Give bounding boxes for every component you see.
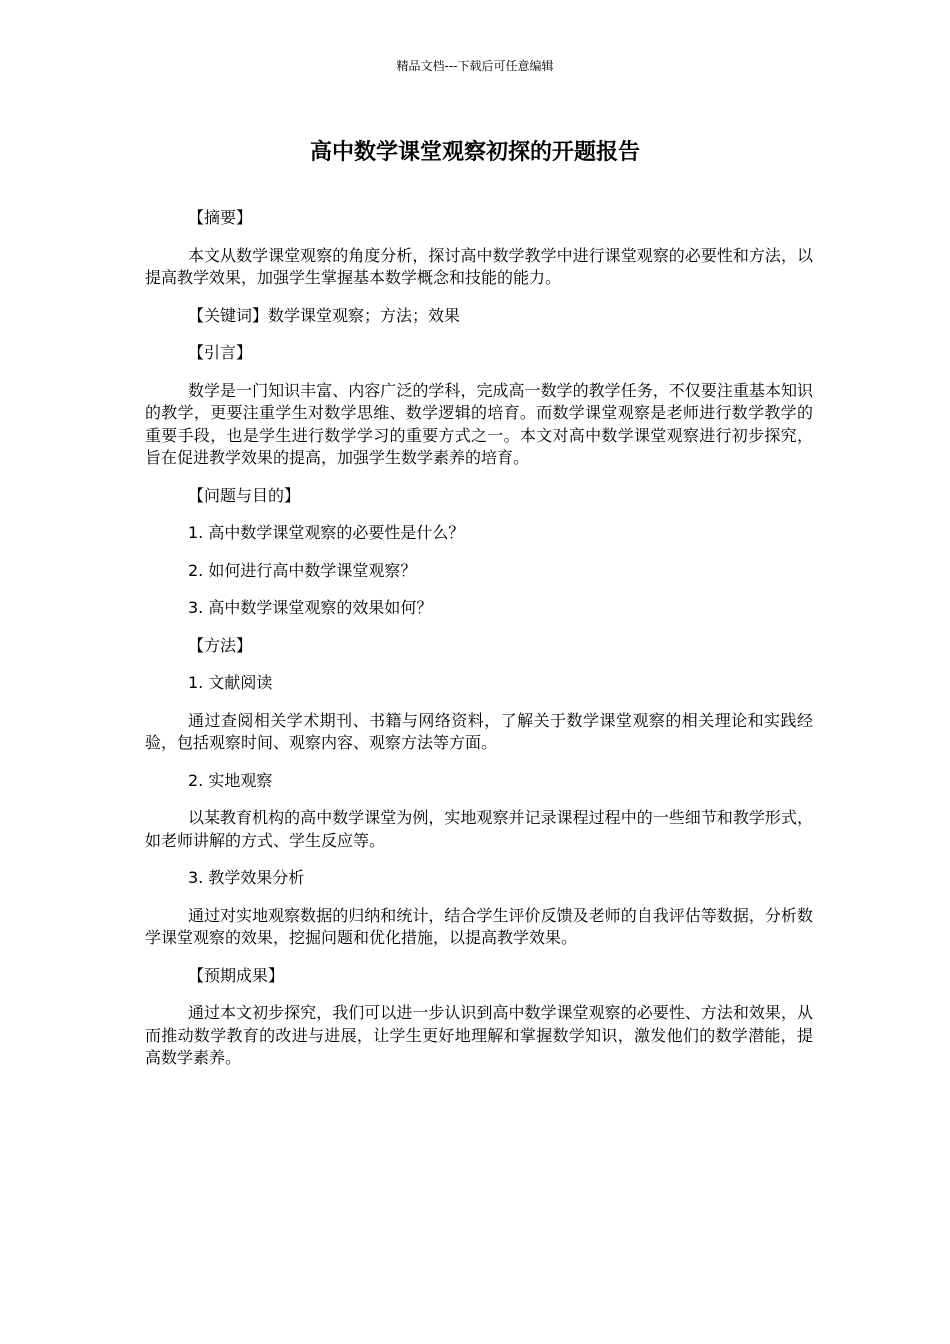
- intro-paragraph: 数学是一门知识丰富、内容广泛的学科，完成高一数学的教学任务，不仅要注重基本知识的教学，更要注重学生对数学思维、数学逻辑的培育。而数学课堂观察是老师进行数学教学的重要手段，也是学生进行数学学习的重要方式之一。本文对高中数学课堂观察进行初步探究，旨在促进教学效果的提高，加强学生数学素养的培育。: [145, 380, 813, 467]
- abstract-heading: 【摘要】: [188, 208, 253, 227]
- methods-heading: 【方法】: [188, 635, 253, 655]
- question-item-2: 2. 如何进行高中数学课堂观察？: [188, 560, 417, 580]
- method-3-title: 3. 教学效果分析: [188, 868, 305, 887]
- document-title: 高中数学课堂观察初探的开题报告: [309, 140, 640, 165]
- method-2-title: 2. 实地观察: [188, 770, 273, 790]
- header-note: 精品文档---下载后可任意编辑: [396, 59, 554, 73]
- method-3-paragraph: 通过对实地观察数据的归纳和统计，结合学生评价反馈及老师的自我评估等数据，分析数学课堂观察的效果，挖掘问题和优化措施，以提高教学效果。: [145, 905, 813, 947]
- abstract-paragraph: 本文从数学课堂观察的角度分析，探讨高中数学教学中进行课堂观察的必要性和方法，以提高教学效果，加强学生掌握基本数学概念和技能的能力。: [145, 245, 813, 287]
- results-paragraph: 通过本文初步探究，我们可以进一步认识到高中数学课堂观察的必要性、方法和效果，从而推动数学教育的改进与进展，让学生更好地理解和掌握数学知识，激发他们的数学潜能，提高数学素养。: [145, 1003, 813, 1067]
- document-body: [145, 207, 813, 1085]
- keywords-line: 【关键词】数学课堂观察；方法；效果: [188, 305, 461, 325]
- method-1-title: 1. 文献阅读: [188, 673, 273, 692]
- method-1-paragraph: 通过查阅相关学术期刊、书籍与网络资料，了解关于数学课堂观察的相关理论和实践经验，包括观察时间、观察内容、观察方法等方面。: [145, 710, 813, 752]
- method-2-paragraph: 以某教育机构的高中数学课堂为例，实地观察并记录课程过程中的一些细节和教学形式，如老师讲解的方式、学生反应等。: [145, 808, 813, 850]
- results-heading: 【预期成果】: [188, 965, 285, 985]
- questions-heading: 【问题与目的】: [188, 485, 301, 505]
- question-item-3: 3. 高中数学课堂观察的效果如何？: [188, 598, 433, 617]
- question-item-1: 1. 高中数学课堂观察的必要性是什么？: [188, 523, 465, 542]
- intro-heading: 【引言】: [188, 343, 253, 362]
